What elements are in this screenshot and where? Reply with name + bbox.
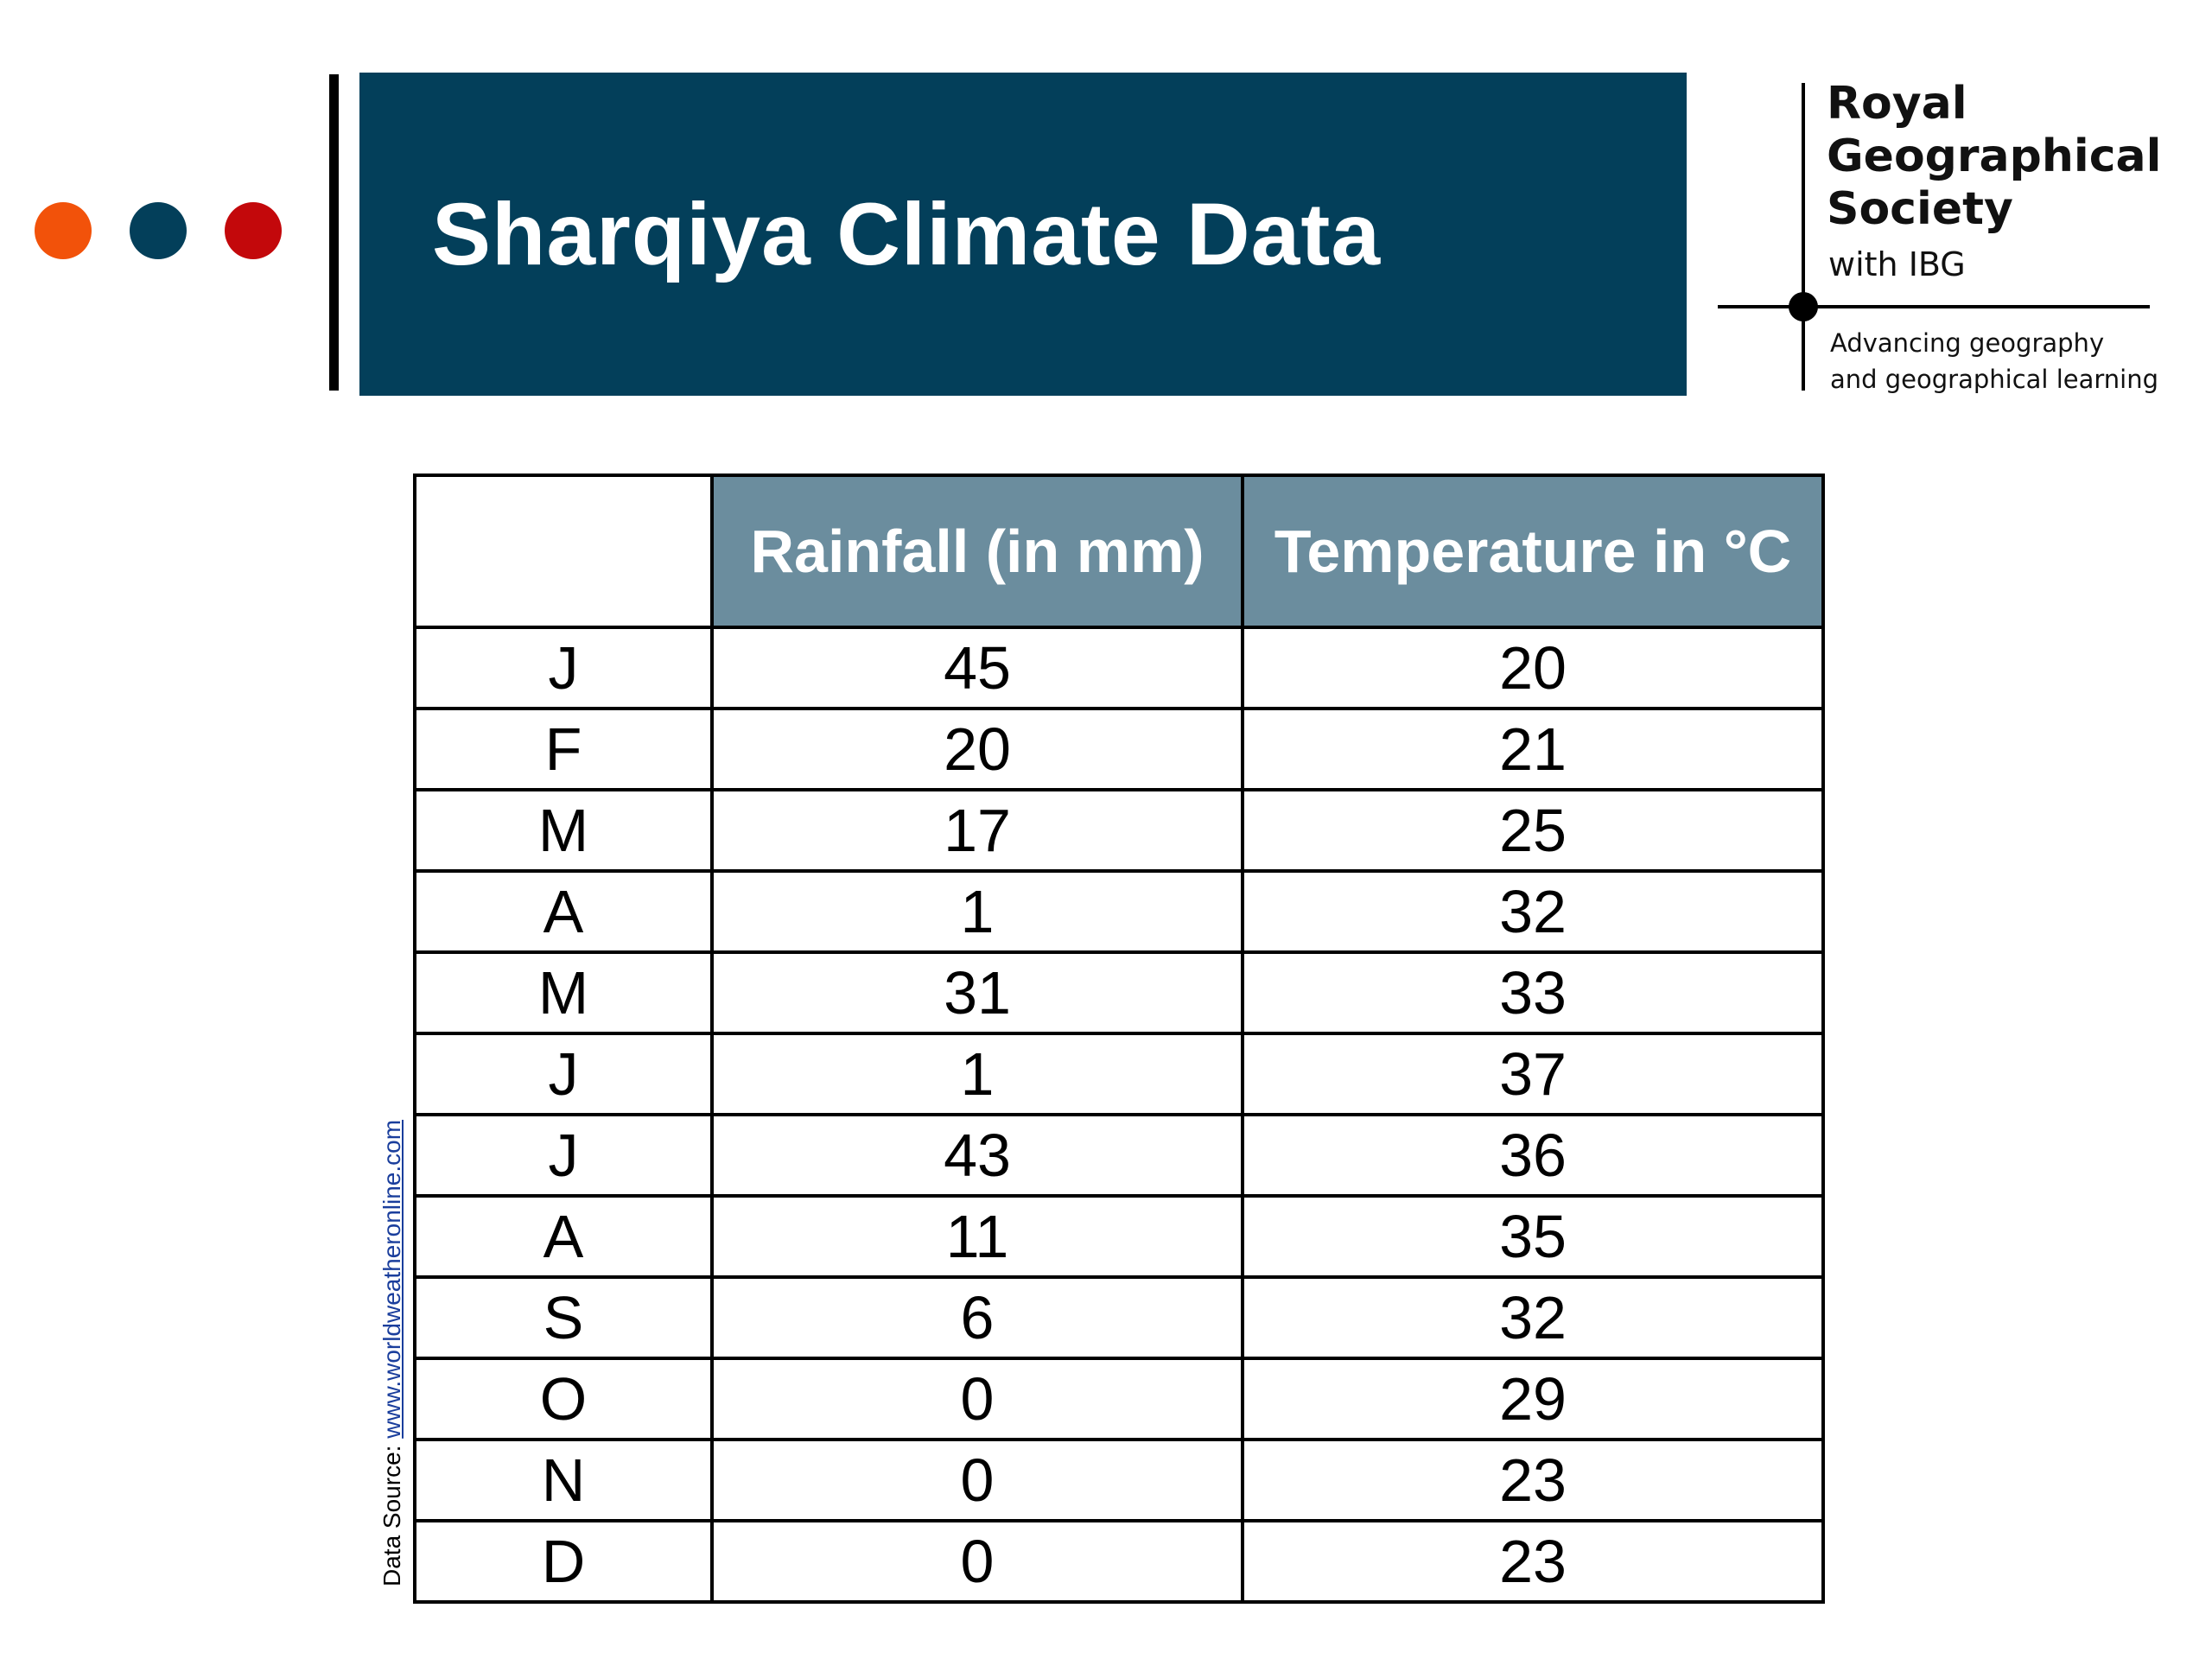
month-cell: J	[415, 1033, 712, 1115]
header-temperature: Temperature in °C	[1243, 475, 1823, 627]
title-divider	[329, 74, 339, 391]
month-cell: S	[415, 1277, 712, 1358]
logo-name-line: Geographical	[1827, 130, 2162, 182]
table-row	[415, 1440, 1823, 1521]
table-row	[415, 1521, 1823, 1602]
data-source-note	[378, 1120, 406, 1586]
data-source-label: Data Source:	[378, 1438, 405, 1586]
month-cell: J	[415, 627, 712, 709]
temperature-cell: 37	[1243, 1033, 1823, 1115]
month-cell: A	[415, 1196, 712, 1277]
orange-dot-icon	[35, 202, 92, 259]
table-row	[415, 790, 1823, 871]
table-header-row	[415, 475, 1823, 627]
rainfall-cell: 11	[712, 1196, 1243, 1277]
header-corner-cell	[415, 475, 712, 627]
logo-tagline-line: and geographical learning	[1830, 365, 2159, 394]
table-row	[415, 1196, 1823, 1277]
red-dot-icon	[225, 202, 282, 259]
temperature-cell: 29	[1243, 1358, 1823, 1440]
month-cell: A	[415, 871, 712, 952]
logo-vertical-line	[1802, 83, 1805, 391]
slide-title: Sharqiya Climate Data	[432, 184, 1382, 283]
climate-data-table	[413, 474, 1825, 1604]
month-cell: J	[415, 1115, 712, 1196]
temperature-cell: 35	[1243, 1196, 1823, 1277]
logo-tagline-line: Advancing geography	[1830, 328, 2105, 358]
temperature-cell: 21	[1243, 709, 1823, 790]
logo-name-line: Royal	[1827, 78, 1967, 130]
decorative-dots	[35, 202, 294, 261]
table-row	[415, 627, 1823, 709]
title-banner	[359, 73, 1687, 396]
logo-with-ibg: with IBG	[1828, 245, 1966, 283]
table-body	[415, 627, 1823, 1602]
temperature-cell: 23	[1243, 1440, 1823, 1521]
month-cell: M	[415, 952, 712, 1033]
table-row	[415, 1358, 1823, 1440]
header-rainfall: Rainfall (in mm)	[712, 475, 1243, 627]
table-row	[415, 1277, 1823, 1358]
logo-horizontal-line	[1718, 305, 2150, 308]
temperature-cell: 33	[1243, 952, 1823, 1033]
month-cell: F	[415, 709, 712, 790]
rainfall-cell: 43	[712, 1115, 1243, 1196]
rainfall-cell: 31	[712, 952, 1243, 1033]
temperature-cell: 36	[1243, 1115, 1823, 1196]
logo-tagline	[1830, 325, 2158, 397]
logo-name-line: Society	[1827, 183, 2013, 235]
rainfall-cell: 17	[712, 790, 1243, 871]
rainfall-cell: 45	[712, 627, 1243, 709]
temperature-cell: 25	[1243, 790, 1823, 871]
table-row	[415, 709, 1823, 790]
rgs-logo	[1718, 78, 2167, 406]
temperature-cell: 32	[1243, 871, 1823, 952]
logo-node-icon	[1789, 292, 1818, 321]
logo-name	[1827, 78, 2161, 236]
temperature-cell: 23	[1243, 1521, 1823, 1602]
rainfall-cell: 0	[712, 1521, 1243, 1602]
data-source-link[interactable]: www.worldweatheronline.com	[378, 1119, 405, 1439]
month-cell: D	[415, 1521, 712, 1602]
temperature-cell: 32	[1243, 1277, 1823, 1358]
rainfall-cell: 6	[712, 1277, 1243, 1358]
rainfall-cell: 0	[712, 1358, 1243, 1440]
table-row	[415, 952, 1823, 1033]
navy-dot-icon	[130, 202, 187, 259]
month-cell: O	[415, 1358, 712, 1440]
month-cell: N	[415, 1440, 712, 1521]
table-row	[415, 1033, 1823, 1115]
rainfall-cell: 20	[712, 709, 1243, 790]
table-row	[415, 871, 1823, 952]
month-cell: M	[415, 790, 712, 871]
rainfall-cell: 1	[712, 871, 1243, 952]
table-row	[415, 1115, 1823, 1196]
rainfall-cell: 0	[712, 1440, 1243, 1521]
rainfall-cell: 1	[712, 1033, 1243, 1115]
temperature-cell: 20	[1243, 627, 1823, 709]
